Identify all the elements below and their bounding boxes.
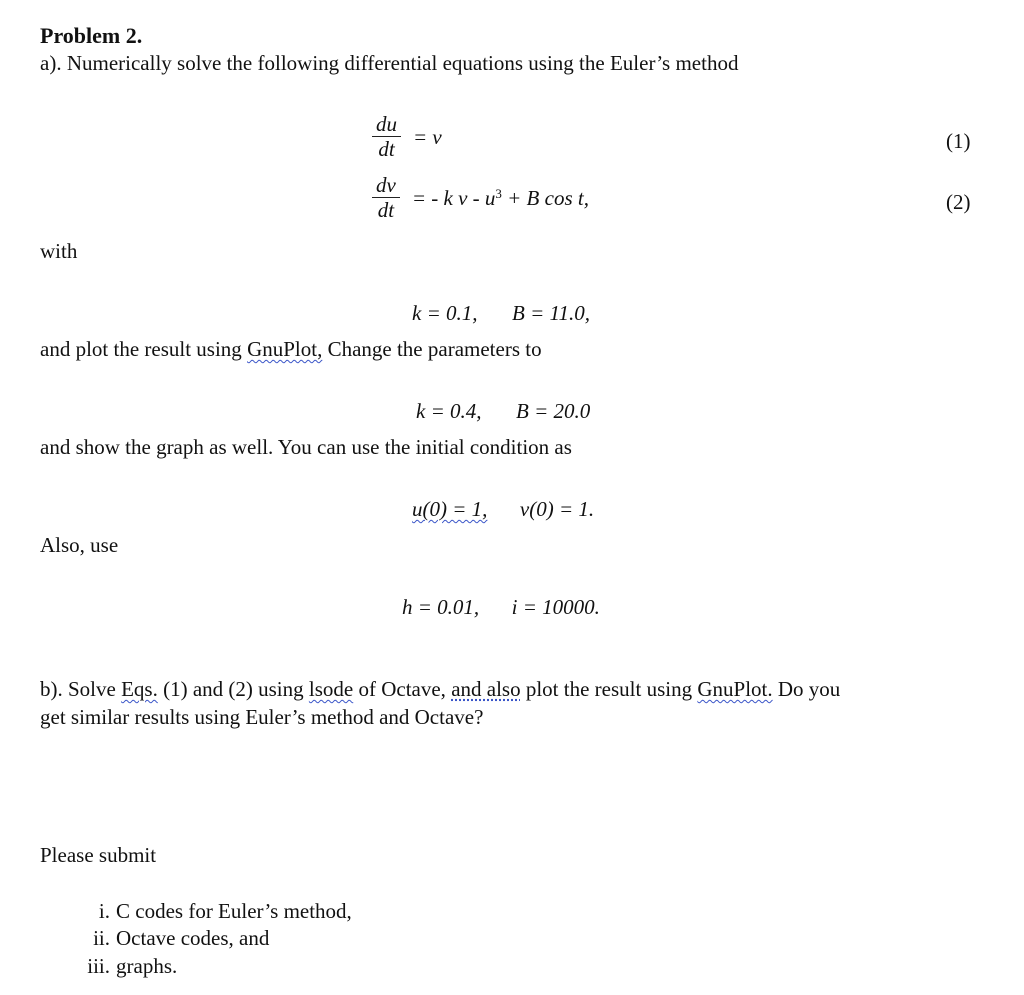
lsode-term: lsode [308, 677, 354, 701]
list-item-text: Octave codes, and [116, 926, 270, 951]
iterations-i: i = 10000. [511, 595, 600, 619]
rhs-suffix: + B cos t, [501, 185, 589, 210]
gnuplot-term: GnuPlot. [697, 677, 773, 701]
initial-v: v(0) = 1. [519, 497, 595, 521]
equation-1 [372, 112, 442, 161]
submit-list [74, 898, 352, 980]
params-set-2 [416, 398, 590, 424]
numerator: du [372, 112, 401, 137]
equation-rhs: = v [413, 124, 442, 149]
show-graph-text: and show the graph as well. You can use the initial condition as [40, 435, 572, 459]
param-k: k = 0.4, [416, 399, 482, 423]
also-use-label: Also, use [40, 533, 119, 557]
part-b-text: b). Solve [40, 677, 122, 701]
equation-2-label: (2) [946, 190, 971, 214]
submit-heading: Please submit [40, 843, 157, 867]
list-item [74, 953, 352, 980]
eqs-term: Eqs. [121, 677, 158, 701]
step-h: h = 0.01, [402, 595, 480, 619]
equation-2 [372, 173, 589, 222]
gnuplot-term: GnuPlot, [247, 337, 323, 361]
param-k: k = 0.1, [412, 301, 478, 325]
plot-text-post: Change the parameters to [322, 337, 542, 361]
list-marker: iii. [87, 953, 110, 978]
part-b-line-2: get similar results using Euler’s method and Octave? [40, 705, 484, 729]
part-b-text: of Octave, [353, 677, 452, 701]
param-b: B = 11.0, [512, 301, 590, 325]
with-label: with [40, 239, 78, 263]
step-parameters [402, 594, 600, 620]
derivative-fraction [372, 173, 400, 222]
exponent: 3 [495, 185, 502, 201]
part-b-text: (1) and (2) using [157, 677, 309, 701]
initial-u: u(0) = 1, [412, 497, 488, 521]
initial-conditions [412, 496, 594, 522]
part-b-text: Do you [772, 677, 841, 701]
part-b-line-1 [40, 676, 840, 702]
denominator: dt [377, 198, 395, 223]
list-item-text: graphs. [116, 953, 178, 978]
and-also-term: and also [451, 677, 521, 701]
list-item [74, 925, 352, 952]
equation-1-label: (1) [946, 129, 971, 153]
derivative-fraction [372, 112, 401, 161]
part-a-intro: a). Numerically solve the following differential equations using the Euler’s method [40, 51, 739, 75]
list-item-text: C codes for Euler’s method, [116, 899, 352, 923]
equation-rhs [412, 185, 589, 211]
list-marker: i. [98, 899, 110, 923]
denominator: dt [378, 137, 395, 162]
part-b-text: plot the result using [520, 677, 698, 701]
rhs-prefix: = - k v - u [411, 185, 496, 210]
plot-instruction [40, 336, 542, 362]
list-marker: ii. [93, 926, 110, 951]
list-item [74, 898, 352, 925]
plot-text-pre: and plot the result using [40, 337, 248, 361]
numerator: dv [372, 173, 400, 198]
params-set-1 [412, 300, 590, 326]
param-b: B = 20.0 [516, 399, 591, 423]
problem-title: Problem 2. [40, 23, 143, 48]
